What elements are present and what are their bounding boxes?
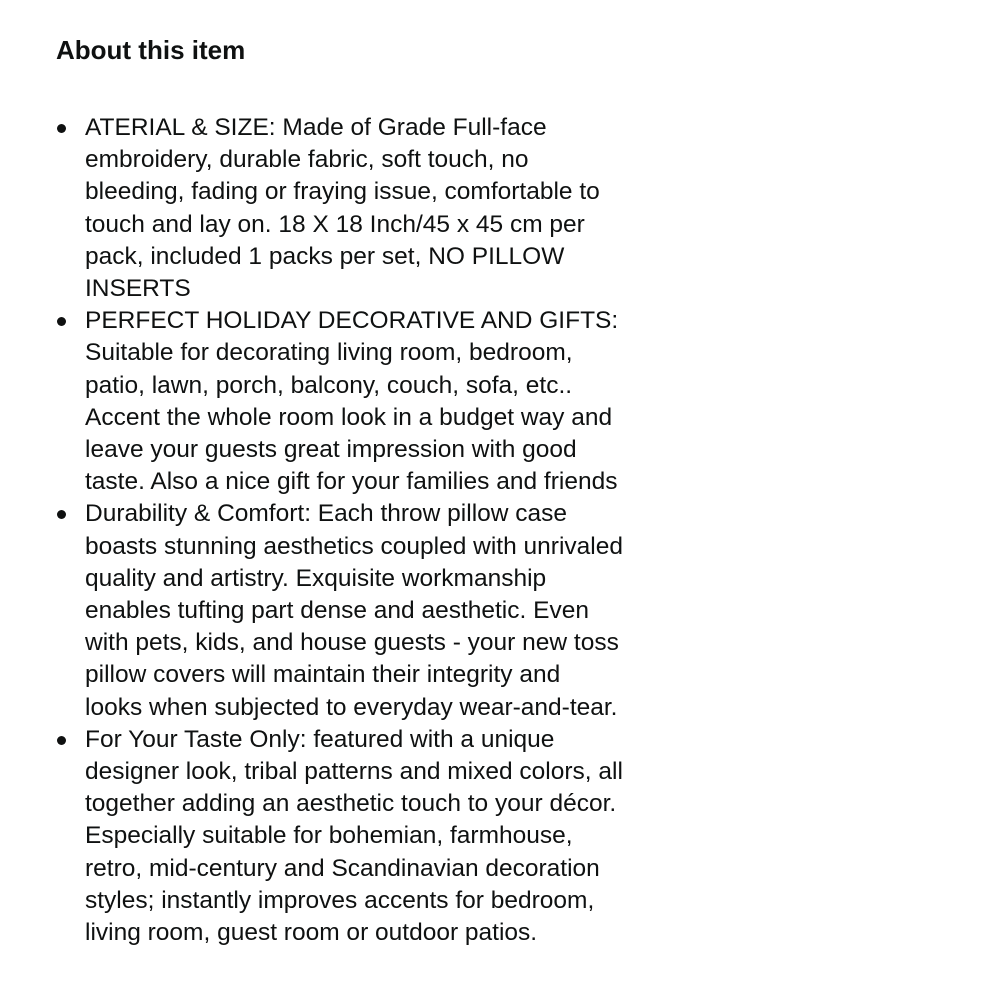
bullet-dot-icon xyxy=(57,317,66,326)
bullet-dot-icon xyxy=(57,124,66,133)
bullet-text-line: touch and lay on. 18 X 18 Inch/45 x 45 cm per xyxy=(85,210,585,238)
bullet-text-line: patio, lawn, porch, balcony, couch, sofa, etc.. xyxy=(85,371,573,399)
bullet-text-line: looks when subjected to everyday wear-and-tear. xyxy=(85,693,618,721)
bullet-text-line: living room, guest room or outdoor patios. xyxy=(85,919,538,947)
bullet-text-line: boasts stunning aesthetics coupled with unrivaled xyxy=(85,532,623,560)
bullet-text-line: leave your guests great impression with good xyxy=(85,436,577,464)
bullet-text-line: styles; instantly improves accents for bedroom, xyxy=(85,886,595,914)
bullet-text-line: embroidery, durable fabric, soft touch, no xyxy=(85,146,529,174)
bullet-text-line: together adding an aesthetic touch to your décor. xyxy=(85,790,617,818)
about-this-item-section xyxy=(56,28,696,949)
bullet-text-line: INSERTS xyxy=(85,275,191,303)
section-heading: About this item xyxy=(56,35,246,65)
bullet-text-line: For Your Taste Only: featured with a unique xyxy=(85,725,555,753)
bullet-dot-icon xyxy=(57,510,66,519)
bullet-text-line: designer look, tribal patterns and mixed colors, all xyxy=(85,758,623,786)
bullet-text-line: Suitable for decorating living room, bedroom, xyxy=(85,339,573,367)
bullet-text-line: taste. Also a nice gift for your families and friends xyxy=(85,468,618,496)
feature-bullet xyxy=(56,498,696,723)
bullet-text-line: retro, mid-century and Scandinavian decoration xyxy=(85,854,600,882)
feature-bullet-list xyxy=(56,112,696,949)
bullet-text-line: pillow covers will maintain their integrity and xyxy=(85,661,561,689)
bullet-dot-icon xyxy=(57,736,66,745)
bullet-text-line: bleeding, fading or fraying issue, comfortable to xyxy=(85,178,600,206)
bullet-text-line: Especially suitable for bohemian, farmhouse, xyxy=(85,822,573,850)
bullet-text-line: Accent the whole room look in a budget way and xyxy=(85,403,613,431)
feature-bullet xyxy=(56,724,696,949)
feature-bullet xyxy=(56,112,696,305)
bullet-text-line: enables tufting part dense and aesthetic. Even xyxy=(85,597,589,625)
feature-bullet xyxy=(56,305,696,498)
bullet-text-line: pack, included 1 packs per set, NO PILLOW xyxy=(85,242,565,270)
bullet-text-line: PERFECT HOLIDAY DECORATIVE AND GIFTS: xyxy=(85,307,619,335)
bullet-text-line: with pets, kids, and house guests - your new toss xyxy=(85,629,619,657)
bullet-text-line: ATERIAL & SIZE: Made of Grade Full-face xyxy=(85,114,547,141)
bullet-text-line: quality and artistry. Exquisite workmanship xyxy=(85,564,547,592)
bullet-text-line: Durability & Comfort: Each throw pillow case xyxy=(85,500,568,528)
